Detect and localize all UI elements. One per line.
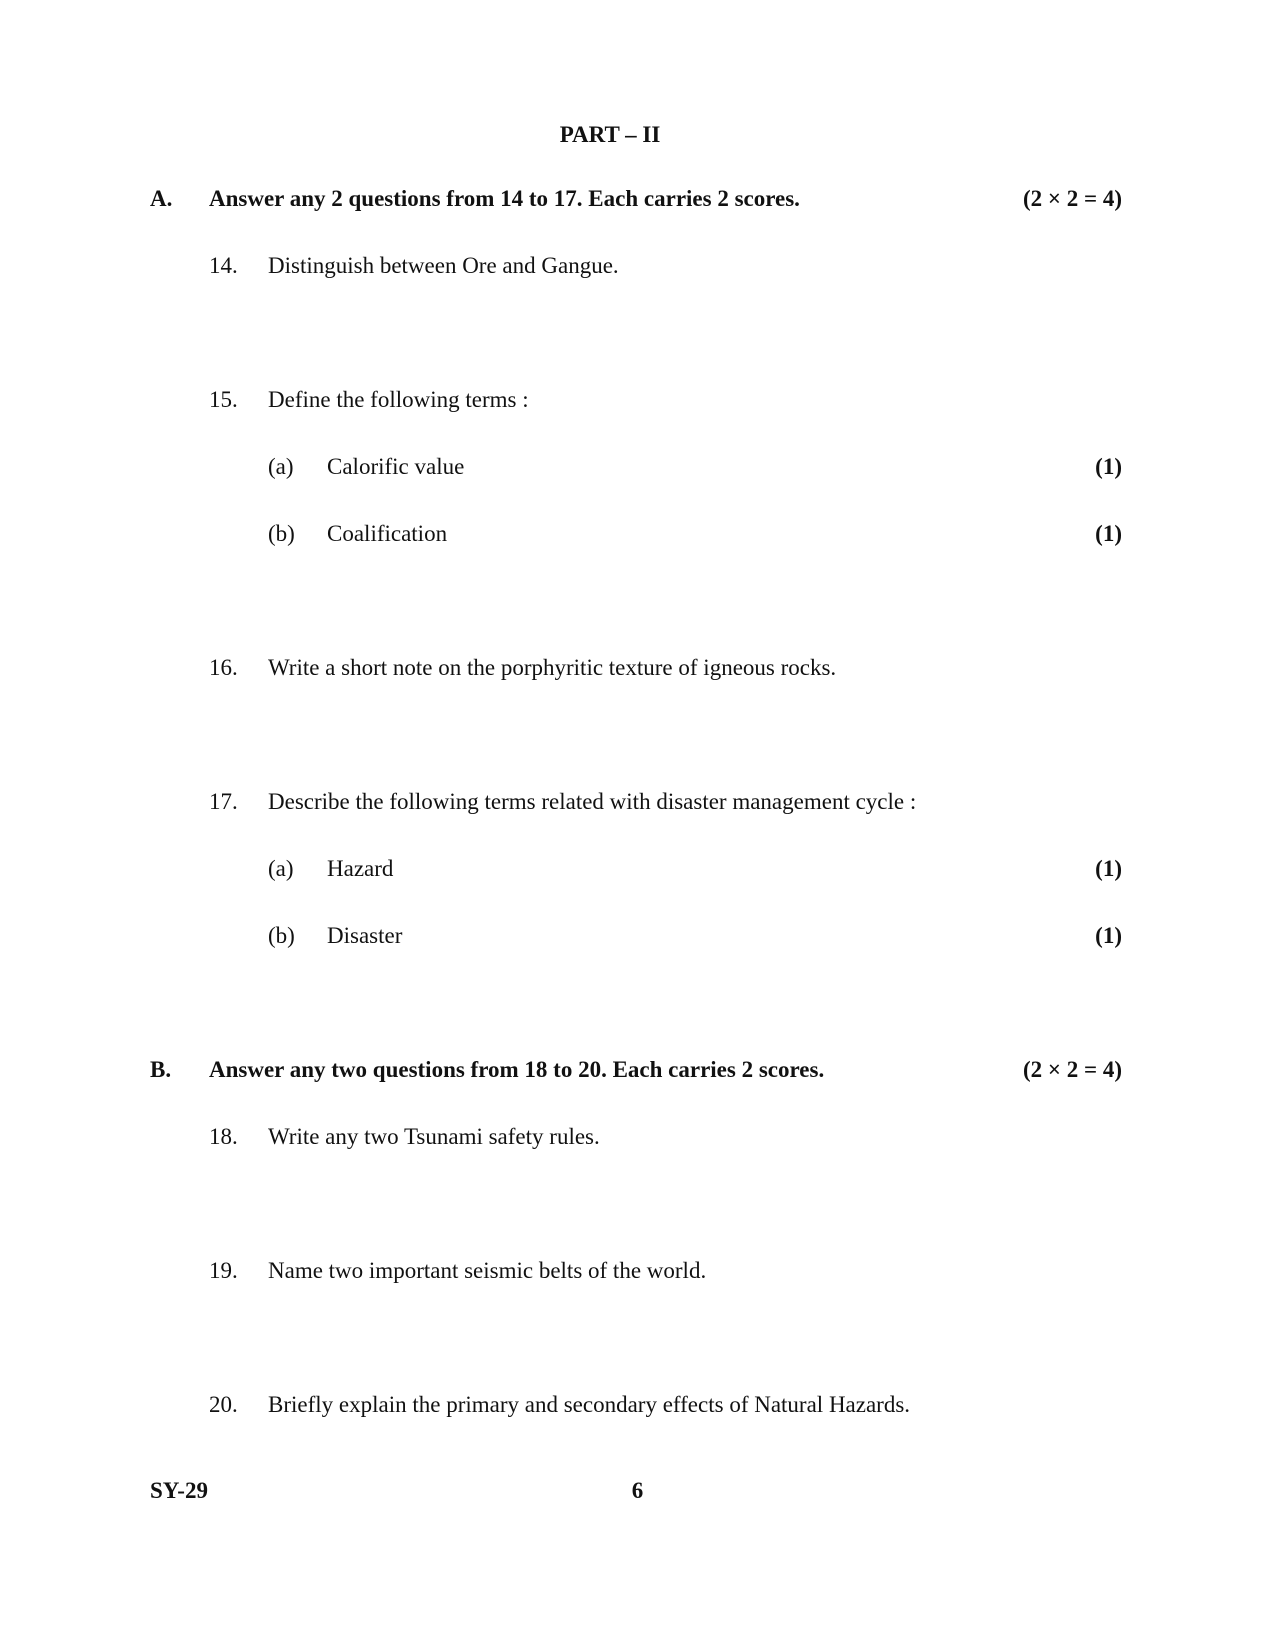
- question-17b-marks: (1): [1095, 923, 1122, 948]
- question-15a-label: (a): [268, 454, 294, 479]
- question-17-number: 17.: [209, 789, 238, 814]
- question-17-text: Describe the following terms related with disaster management cycle :: [268, 789, 917, 814]
- question-15b-label: (b): [268, 521, 295, 546]
- question-16-text: Write a short note on the porphyritic texture of igneous rocks.: [268, 655, 837, 680]
- question-14-number: 14.: [209, 253, 238, 278]
- section-b-letter: B.: [150, 1057, 172, 1082]
- question-17a-text: Hazard: [327, 856, 394, 881]
- question-14-text: Distinguish between Ore and Gangue.: [268, 253, 619, 278]
- question-17a-marks: (1): [1095, 856, 1122, 881]
- question-18-number: 18.: [209, 1124, 238, 1149]
- section-a-instruction: Answer any 2 questions from 14 to 17. Each carries 2 scores.: [209, 186, 800, 211]
- question-17b-text: Disaster: [327, 923, 403, 948]
- footer-page-number: 6: [631, 1478, 644, 1503]
- question-15-number: 15.: [209, 387, 238, 412]
- section-a-letter: A.: [150, 186, 173, 211]
- question-19-number: 19.: [209, 1258, 238, 1283]
- question-15a-text: Calorific value: [327, 454, 465, 479]
- part-title: PART – II: [559, 122, 661, 147]
- question-16-number: 16.: [209, 655, 238, 680]
- question-15-text: Define the following terms :: [268, 387, 529, 412]
- question-20-text: Briefly explain the primary and secondary effects of Natural Hazards.: [268, 1392, 911, 1417]
- footer-paper-code: SY-29: [150, 1478, 208, 1503]
- question-17a-label: (a): [268, 856, 294, 881]
- question-15a-marks: (1): [1095, 454, 1122, 479]
- question-20-number: 20.: [209, 1392, 238, 1417]
- question-17b-label: (b): [268, 923, 295, 948]
- section-a-marks: (2 × 2 = 4): [1022, 186, 1122, 211]
- section-b-instruction: Answer any two questions from 18 to 20. Each carries 2 scores.: [209, 1057, 825, 1082]
- question-15b-marks: (1): [1095, 521, 1122, 546]
- section-b-marks: (2 × 2 = 4): [1022, 1057, 1122, 1082]
- question-15b-text: Coalification: [327, 521, 448, 546]
- question-19-text: Name two important seismic belts of the world.: [268, 1258, 707, 1283]
- question-18-text: Write any two Tsunami safety rules.: [268, 1124, 600, 1149]
